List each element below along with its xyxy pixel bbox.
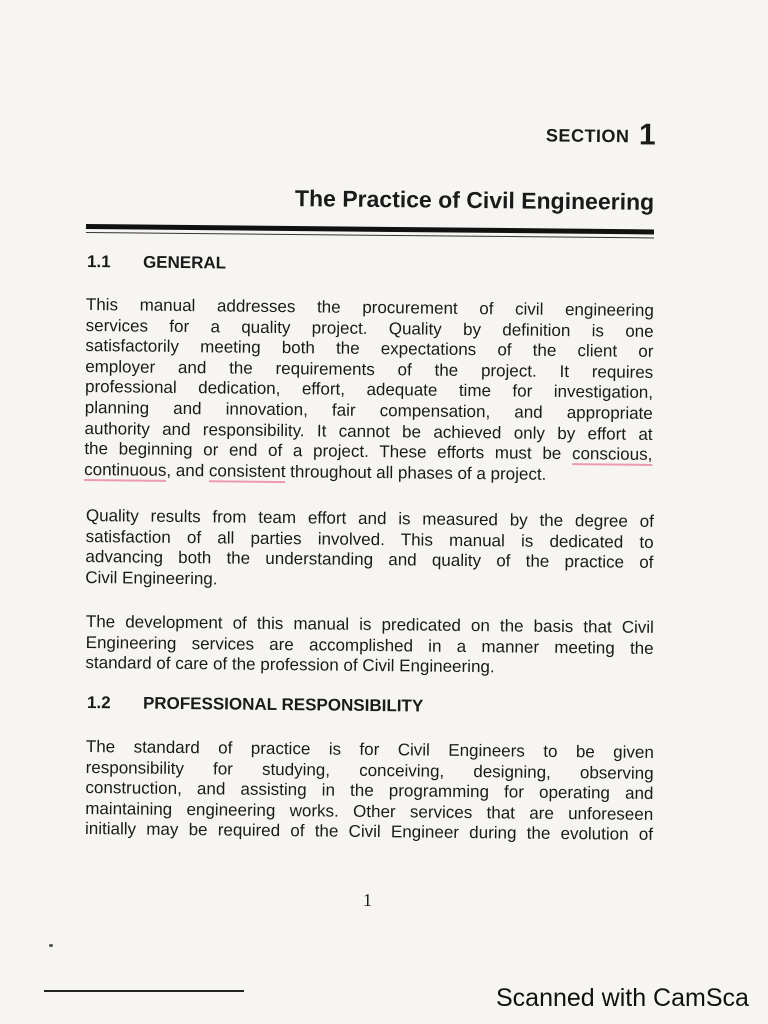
paragraph-line: planning and innovation, fair compensation, and appropriate bbox=[84, 397, 653, 423]
paragraph-line: maintaining engineering works. Other services that are unforeseen bbox=[85, 798, 654, 824]
page-title: The Practice of Civil Engineering bbox=[294, 185, 655, 215]
paragraph-line: advancing both the understanding and quality of the practice of bbox=[85, 547, 654, 573]
paragraph-line-text: throughout all phases of a project. bbox=[290, 461, 547, 484]
section-heading-number: 1.1 bbox=[86, 252, 111, 272]
paragraph-line: This manual addresses the procurement of civil engineering bbox=[85, 295, 654, 320]
paragraph-line: The development of this manual is predicated on the basis that Civil bbox=[85, 612, 654, 637]
paragraph-line: Quality results from team effort and is measured by the degree of bbox=[85, 506, 654, 531]
paragraph-line: Engineering services are accomplished in a manner meeting the bbox=[85, 632, 654, 658]
section-label bbox=[546, 117, 657, 152]
highlighted-word: continuous bbox=[84, 459, 167, 480]
section-heading-professional-responsibility bbox=[87, 693, 423, 717]
highlighted-word: conscious, bbox=[571, 444, 653, 465]
paragraph-line: satisfaction of all parties involved. This manual is dedicated to bbox=[85, 526, 654, 552]
paragraph-line: construction, and assisting in the programming for operating and bbox=[85, 778, 654, 804]
footer-rule bbox=[44, 990, 244, 992]
paragraph-line: Civil Engineering. bbox=[85, 567, 218, 589]
paragraph-line: services for a quality project. Quality by definition is one bbox=[85, 315, 654, 341]
highlighted-word: consistent bbox=[208, 461, 286, 481]
section-heading-text: GENERAL bbox=[142, 252, 227, 273]
paragraph-general-2 bbox=[85, 506, 654, 594]
section-word: SECTION bbox=[545, 125, 630, 147]
scan-speck bbox=[49, 944, 53, 947]
paragraph-general-1 bbox=[84, 295, 654, 486]
paragraph-line: The standard of practice is for Civil Engineers to be given bbox=[85, 737, 654, 762]
section-heading-text: PROFESSIONAL RESPONSIBILITY bbox=[142, 693, 424, 716]
paragraph-line: employer and the requirements of the project. It requires bbox=[85, 356, 654, 382]
paragraph-line: responsibility for studying, conceiving, designing, observing bbox=[85, 757, 654, 783]
paragraph-general-3 bbox=[85, 612, 654, 680]
paragraph-line-text: the beginning or end of a project. These efforts must be bbox=[84, 439, 562, 464]
section-heading-number: 1.2 bbox=[86, 693, 111, 713]
section-heading-general bbox=[87, 252, 226, 273]
paragraph-line: satisfactorily meeting both the expectations of the client or bbox=[85, 336, 654, 362]
paragraph-line: initially may be required of the Civil Engineer during the evolution of bbox=[84, 819, 654, 845]
paragraph-line: standard of care of the profession of Civil Engineering. bbox=[85, 653, 495, 677]
section-number: 1 bbox=[638, 118, 657, 152]
paragraph-line-text: , and bbox=[166, 460, 205, 480]
paragraph-line: authority and responsibility. It cannot be achieved only by effort at bbox=[84, 418, 653, 444]
paragraph-line: professional dedication, effort, adequate time for investigation, bbox=[84, 377, 654, 403]
scanner-watermark: Scanned with CamSca bbox=[496, 984, 749, 1012]
page-number: 1 bbox=[363, 890, 372, 910]
paragraph-professional-1 bbox=[85, 737, 654, 846]
